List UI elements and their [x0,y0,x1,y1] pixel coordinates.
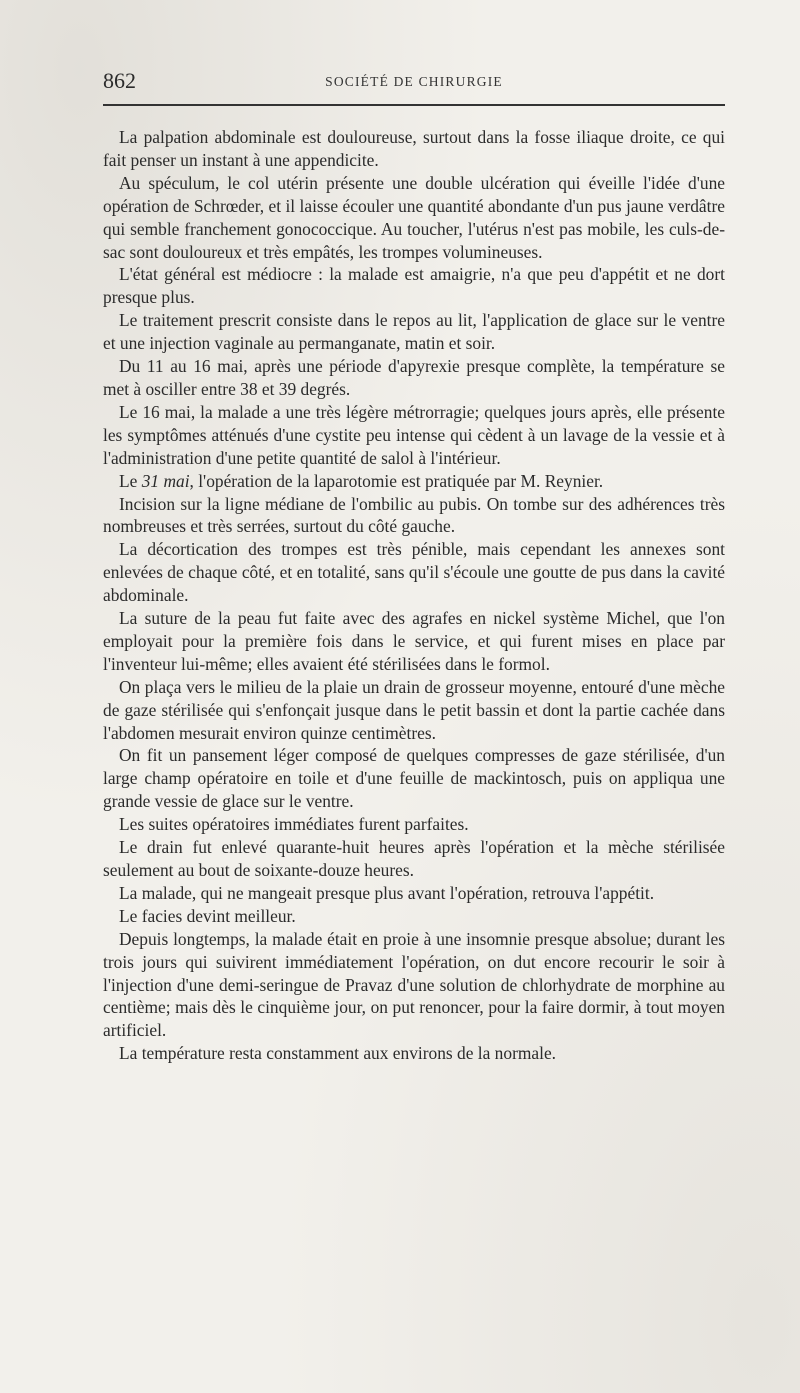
paragraph: Du 11 au 16 mai, après une période d'apyrexie presque complète, la température se met à osciller entre 38 et 39 degrés. [103,356,725,399]
paragraph: La palpation abdominale est douloureuse, surtout dans la fosse iliaque droite, ce qui fait penser un instant à une appendicite. [103,127,725,170]
paragraph: Le drain fut enlevé quarante-huit heures après l'opération et la mèche stérilisée seulement au bout de soixante-douze heures. [103,837,725,880]
paragraph: La décortication des trompes est très pénible, mais cependant les annexes sont enlevées de chaque côté, et en totalité, sans qu'il s'écoule une goutte de pus dans la cavité abdominale. [103,539,725,606]
paragraph-text: , l'opération de la laparotomie est pratiquée par M. Reynier. [189,470,604,491]
running-head: SOCIÉTÉ DE CHIRURGIE [325,74,503,89]
paragraph: Depuis longtemps, la malade était en proie à une insomnie presque absolue; durant les trois jours qui suivirent immédiatement l'opération, on dut encore recourir le soir à l'injection d'une demi-seringue de Pravaz d'une solution de chlorhydrate de morphine au centième; mais dès le cinquième jour, on put renoncer, pour la faire dormir, à tout moyen artificiel. [103,928,725,1041]
body-text [103,126,725,1065]
paragraph: La température resta constamment aux environs de la normale. [119,1043,557,1064]
paragraph: Au spéculum, le col utérin présente une double ulcération qui éveille l'idée d'une opération de Schrœder, et il laisse écouler une quantité abondante d'un pus jaune verdâtre qui semble franchement gonococcique. Au toucher, l'utérus n'est pas mobile, les culs-de-sac sont douloureux et très empâtés, les trompes volumineuses. [103,172,725,262]
header-rule [103,104,725,106]
page-header [103,68,725,98]
paragraph: L'état général est médiocre : la malade est amaigrie, n'a que peu d'appétit et ne dort presque plus. [103,264,725,308]
paragraph-prefix: Le [119,470,142,491]
paragraph: Les suites opératoires immédiates furent parfaites. [119,814,469,835]
paragraph: On fit un pansement léger composé de quelques compresses de gaze stérilisée, d'un large champ opératoire en toile et d'une feuille de mackintosch, puis on appliqua une grande vessie de glace sur le ventre. [103,745,725,812]
italic-date: 31 mai [141,470,190,491]
paragraph: Le traitement prescrit consiste dans le repos au lit, l'application de glace sur le ventre et une injection vaginale au permanganate, matin et soir. [103,310,725,354]
paragraph: Le 16 mai, la malade a une très légère métrorragie; quelques jours après, elle présente les symptômes atténués d'une cystite peu intense qui cèdent à un lavage de la vessie et à l'administration d'une petite quantité de salol à l'intérieur. [103,401,725,468]
paragraph: Le facies devint meilleur. [119,905,296,926]
paragraph: On plaça vers le milieu de la plaie un drain de grosseur moyenne, entouré d'une mèche de gaze stérilisée qui s'enfonçait jusque dans le petit bassin et dont la partie cachée dans l'abdomen mesurait environ quinze centimètres. [103,676,725,743]
paragraph: La malade, qui ne mangeait presque plus avant l'opération, retrouva l'appétit. [119,882,655,903]
page-number: 862 [103,68,136,93]
paragraph: La suture de la peau fut faite avec des agrafes en nickel système Michel, que l'on employait pour la première fois dans le service, et qui furent mises en place par l'inventeur lui-même; elles avaient été stérilisées dans le formol. [103,608,725,674]
paragraph: Incision sur la ligne médiane de l'ombilic au pubis. On tombe sur des adhérences très nombreuses et très serrées, surtout du côté gauche. [103,493,725,537]
paragraph [103,470,725,493]
